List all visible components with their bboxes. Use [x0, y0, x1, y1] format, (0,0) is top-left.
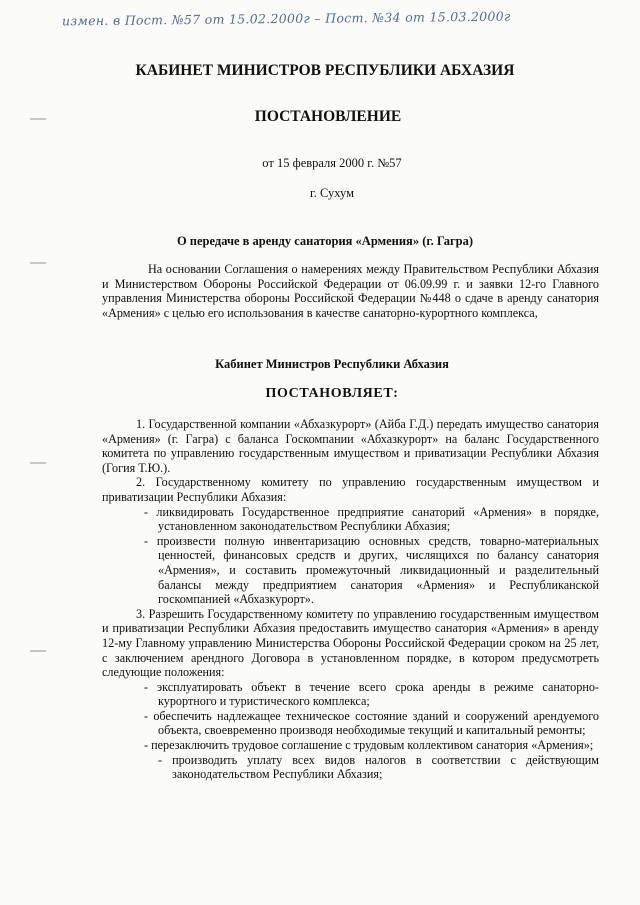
item-1: 1. Государственной компании «Абхазкурорт» (Айба Г.Д.) передать имущество санатория «Армения» (г. Гагра) с баланса Госкомпании «Абхазкурорт» на баланс Государственного комитета по управлению государственным имуществом и приватизации Республики Абхазия (Гогия Т.Ю.).	[102, 417, 599, 475]
item-3-subpoint: - эксплуатировать объект в течение всего срока аренды в режиме санаторно-курортного и туристического комплекса;	[144, 679, 599, 709]
item-3-subpoint: - обеспечить надлежащее техническое состояние зданий и сооружений арендуемого объекта, своевременно производя необходимые текущий и капитальный ремонты;	[144, 708, 599, 738]
city-line: г. Сухум	[309, 186, 354, 200]
resolution-items	[102, 417, 599, 782]
item-2-subpoint: - ликвидировать Государственное предприятие санаторий «Армения» в порядке, установленном законодательством Республики Абхазия;	[144, 504, 599, 534]
preamble-block	[102, 262, 599, 320]
item-3: 3. Разрешить Государственному комитету по управлению государственным имуществом и приватизации Республики Абхазия предоставить имущество санатория «Армения» в аренду 12-му Главному управлению Министерства Обороны Российской Федерации сроком на 25 лет, с заключением арендного Договора в установленном порядке, в котором предусмотреть следующие положения:	[102, 606, 599, 680]
handwritten-annotation: измен. в Пост. №57 от 15.02.2000г – Пост. №34 от 15.03.2000г	[61, 8, 511, 29]
resolves-heading: ПОСТАНОВЛЯЕТ:	[265, 386, 399, 401]
item-2-subpoint: - произвести полную инвентаризацию основных средств, товарно-материальных ценностей, финансовых средств и других, числящихся по балансу санатория «Армения», и составить промежуточный ликвидационный и разделительный балансы между предприятием санатория «Армения» и Республиканской госкомпанией «Абхазкурорт».	[144, 533, 599, 607]
item-2: 2. Государственному комитету по управлению государственным имуществом и приватизации Республики Абхазия:	[102, 475, 599, 504]
cabinet-line: Кабинет Министров Республики Абхазия	[215, 357, 449, 371]
preamble-text: На основании Соглашения о намерениях между Правительством Республики Абхазия и Министерством Обороны Российской Федерации от 06.09.99 г. и заявки 12-го Главного управления Министерства обороны Российской Федерации №448 о сдаче в аренду санатория «Армения» с целью его использования в качестве санаторно-курортного комплекса,	[102, 262, 599, 320]
cabinet-heading: КАБИНЕТ МИНИСТРОВ РЕСПУБЛИКИ АБХАЗИЯ	[135, 62, 515, 79]
scan-mark	[30, 462, 46, 464]
document-type-heading: ПОСТАНОВЛЕНИЕ	[254, 108, 402, 125]
item-3-subpoint: - перезаключить трудовое соглашение с трудовым коллективом санатория «Армения»;	[144, 738, 594, 753]
subject-title: О передаче в аренду санатория «Армения» (г. Гагра)	[176, 234, 474, 248]
scan-mark	[30, 262, 46, 264]
date-line: от 15 февраля 2000 г. №57	[262, 156, 402, 170]
item-3-subpoint: - производить уплату всех видов налогов в соответствии с действующим законодательством Республики Абхазия;	[158, 752, 599, 782]
scan-mark	[30, 650, 46, 652]
